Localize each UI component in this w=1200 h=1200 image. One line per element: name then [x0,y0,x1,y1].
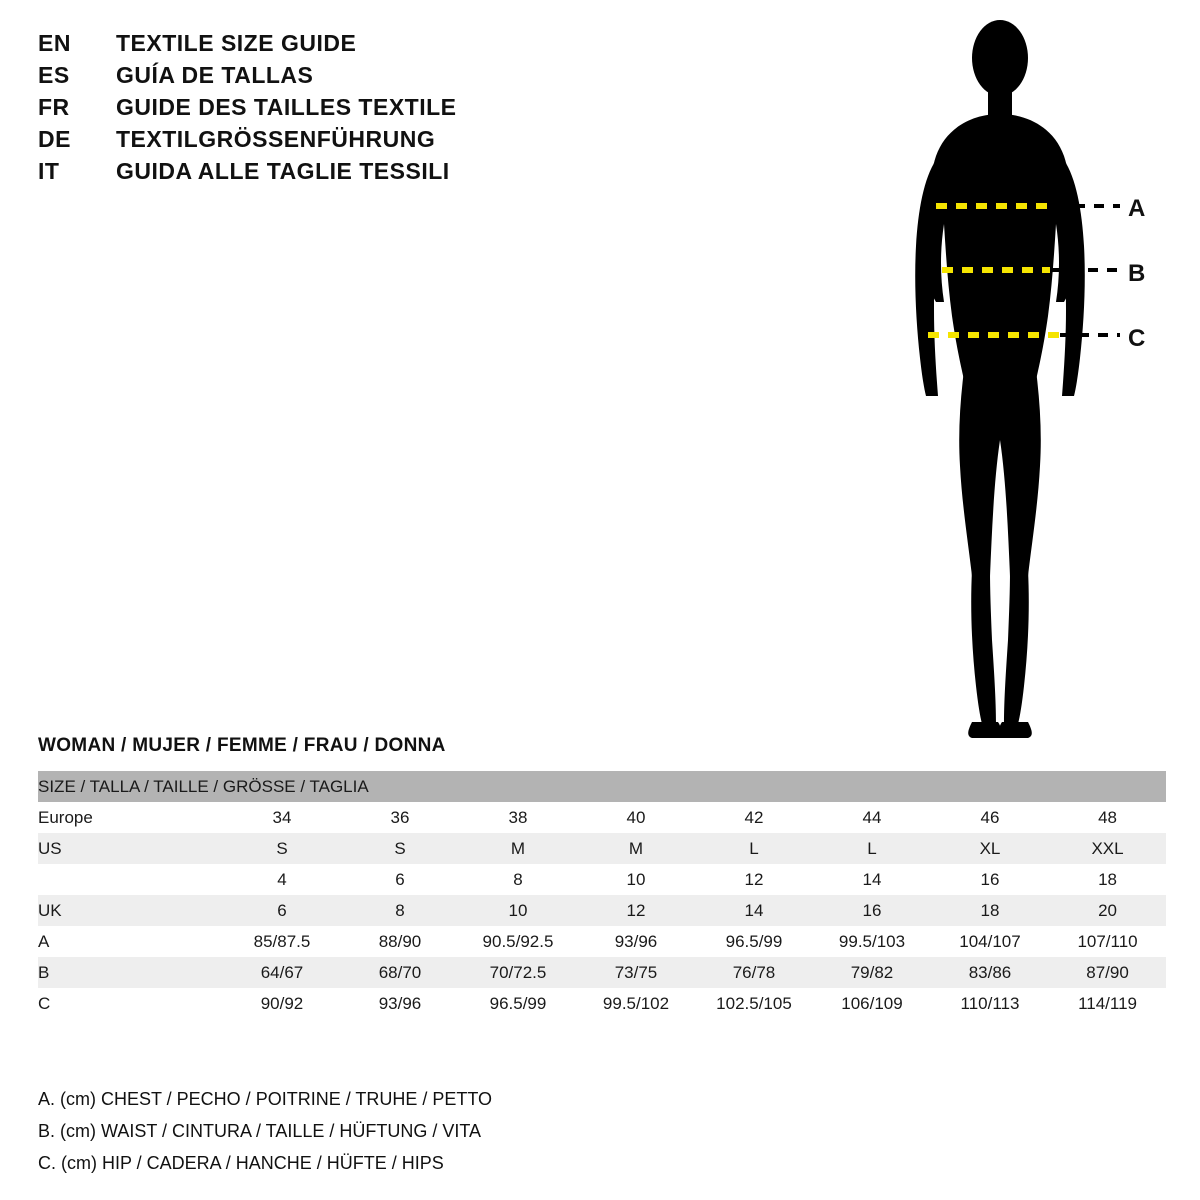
title-lang-code: IT [38,158,60,184]
row-label: US [38,833,223,864]
title-lang-code: EN [38,30,71,56]
table-cell: 8 [341,895,459,926]
table-cell: 68/70 [341,957,459,988]
row-label: A [38,926,223,957]
row-label: C [38,988,223,1019]
table-row [38,988,1166,1019]
marker-label-b: B [1128,260,1146,287]
title-text: GUIDA ALLE TAGLIE TESSILI [116,158,450,184]
row-label: B [38,957,223,988]
table-cell: 46 [931,802,1049,833]
table-cell: 6 [341,864,459,895]
table-cell: S [223,833,341,864]
table-cell: 107/110 [1049,926,1166,957]
title-lang-code: DE [38,126,71,152]
title-row [38,158,598,190]
table-cell: 87/90 [1049,957,1166,988]
table-cell: 18 [1049,864,1166,895]
table-cell: 10 [459,895,577,926]
table-row [38,895,1166,926]
footnote-a: A. (cm) CHEST / PECHO / POITRINE / TRUHE / PETTO [38,1089,493,1109]
table-cell: 106/109 [813,988,931,1019]
size-table-section [38,735,1166,1019]
table-cell: 38 [459,802,577,833]
title-row [38,30,598,62]
table-cell: 16 [813,895,931,926]
table-cell: 16 [931,864,1049,895]
table-cell: 70/72.5 [459,957,577,988]
table-cell: 18 [931,895,1049,926]
body-measurement-figure [860,10,1190,750]
table-cell: 99.5/102 [577,988,695,1019]
table-cell: 90.5/92.5 [459,926,577,957]
marker-label-a: A [1128,195,1146,222]
table-cell: 14 [813,864,931,895]
size-table [38,771,1166,1019]
table-cell: 102.5/105 [695,988,813,1019]
table-cell: 93/96 [341,988,459,1019]
title-row [38,126,598,158]
table-cell: 8 [459,864,577,895]
table-cell: 20 [1049,895,1166,926]
marker-label-c: C [1128,325,1146,352]
table-cell: 99.5/103 [813,926,931,957]
table-cell: 12 [695,864,813,895]
title-row [38,62,598,94]
table-cell: 88/90 [341,926,459,957]
row-label: Europe [38,802,223,833]
table-cell: 6 [223,895,341,926]
table-cell: L [695,833,813,864]
table-cell: M [459,833,577,864]
table-cell: L [813,833,931,864]
footnotes [38,1090,738,1186]
table-row [38,802,1166,833]
table-header-row [38,771,1166,802]
table-cell: 104/107 [931,926,1049,957]
title-block [38,30,598,190]
table-row [38,864,1166,895]
footnote-c: C. (cm) HIP / CADERA / HANCHE / HÜFTE / HIPS [38,1153,444,1173]
table-cell: 36 [341,802,459,833]
table-cell: 48 [1049,802,1166,833]
table-cell: 10 [577,864,695,895]
table-cell: 40 [577,802,695,833]
table-row [38,833,1166,864]
title-text: GUIDE DES TAILLES TEXTILE [116,94,457,120]
table-cell: 14 [695,895,813,926]
table-cell: 4 [223,864,341,895]
table-cell: 44 [813,802,931,833]
table-cell: 110/113 [931,988,1049,1019]
row-label [38,864,223,895]
title-text: GUÍA DE TALLAS [116,62,314,88]
female-silhouette-icon [860,10,1190,750]
table-cell: 96.5/99 [695,926,813,957]
table-cell: 114/119 [1049,988,1166,1019]
table-cell: M [577,833,695,864]
table-cell: 76/78 [695,957,813,988]
table-cell: XXL [1049,833,1166,864]
title-lang-code: FR [38,94,70,120]
table-header-cell: SIZE / TALLA / TAILLE / GRÖSSE / TAGLIA [38,771,1166,802]
section-label: WOMAN / MUJER / FEMME / FRAU / DONNA [38,735,446,756]
table-cell: 12 [577,895,695,926]
table-cell: S [341,833,459,864]
table-cell: XL [931,833,1049,864]
table-cell: 73/75 [577,957,695,988]
table-cell: 79/82 [813,957,931,988]
table-cell: 83/86 [931,957,1049,988]
table-row [38,926,1166,957]
table-cell: 42 [695,802,813,833]
title-lang-code: ES [38,62,70,88]
table-cell: 64/67 [223,957,341,988]
row-label: UK [38,895,223,926]
table-cell: 34 [223,802,341,833]
table-cell: 85/87.5 [223,926,341,957]
table-row [38,957,1166,988]
footnote-b: B. (cm) WAIST / CINTURA / TAILLE / HÜFTUNG / VITA [38,1121,482,1141]
table-cell: 93/96 [577,926,695,957]
table-cell: 96.5/99 [459,988,577,1019]
table-cell: 90/92 [223,988,341,1019]
title-row [38,94,598,126]
title-text: TEXTILGRÖSSENFÜHRUNG [116,126,436,152]
title-text: TEXTILE SIZE GUIDE [116,30,357,56]
